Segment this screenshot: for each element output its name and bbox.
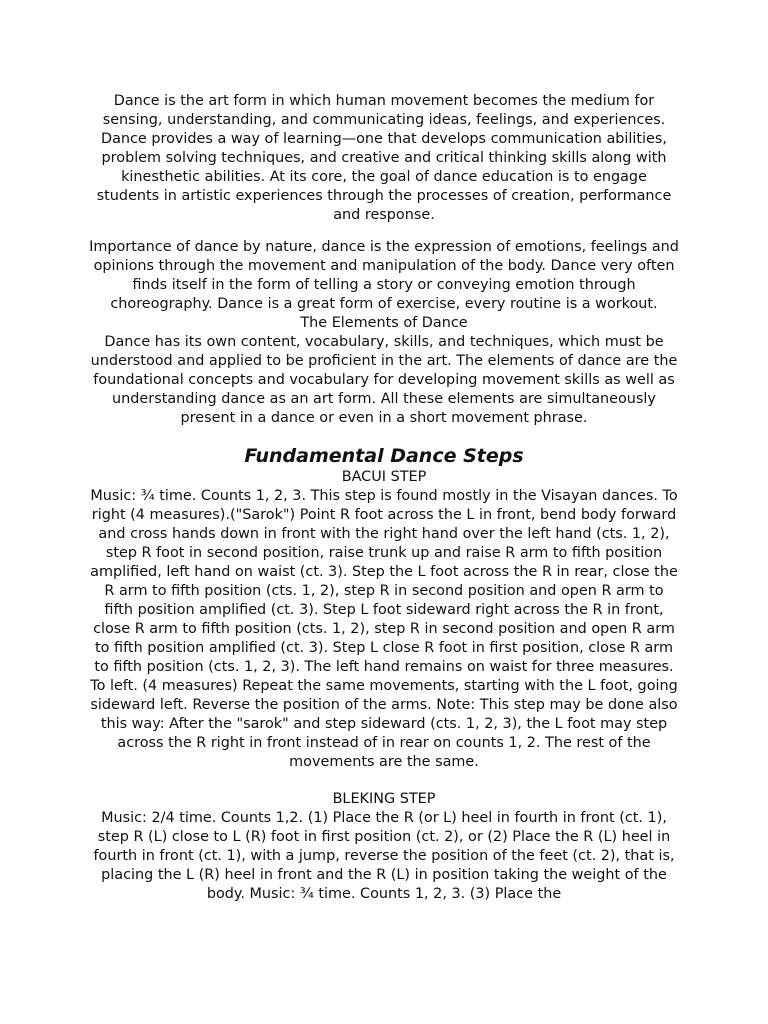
document-page — [88, 92, 680, 904]
step-text-bacui: Music: ¾ time. Counts 1, 2, 3. This step is found mostly in the Visayan dances. To right (4 measures).("Sarok") Point R foot across the L in front, bend body forward and cross hands down in front with the right hand over the left hand (cts. 1, 2), step R foot in second position, raise trunk up and raise R arm to fifth position amplified, left hand on waist (ct. 3). Step the L foot across the R in rear, close the R arm to fifth position (cts. 1, 2), step R in second position and open R arm to fifth position amplified (ct. 3). Step L foot sideward right across the R in front, close R arm to fifth position (cts. 1, 2), step R in second position and open R arm to fifth position amplified (ct. 3). Step L close R foot in first position, close R arm to fifth position (cts. 1, 2, 3). The left hand remains on waist for three measures. To left. (4 measures) Repeat the same movements, starting with the L foot, going sideward left. Reverse the position of the arms. Note: This step may be done also this way: After the "sarok" and step sideward (cts. 1, 2, 3), the L foot may step across the R right in front instead of in rear on counts 1, 2. The rest of the movements are the same. — [90, 488, 678, 770]
elements-paragraph: Dance has its own content, vocabulary, skills, and techniques, which must be understood and applied to be proficient in the art. The elements of dance are the foundational concepts and vocabulary for developing movement skills as well as understanding dance as an art form. All these elements are simultaneously present in a dance or even in a short movement phrase. — [90, 334, 678, 426]
step-title-bacui: BACUI STEP — [341, 469, 427, 485]
intro-paragraph-2: Importance of dance by nature, dance is the expression of emotions, feelings and opinions through the movement and manipulation of the body. Dance very often finds itself in the form of telling a story or conveying emotion through choreography. Dance is a great form of exercise, every routine is a workout. — [89, 239, 679, 312]
step-title-bleking: BLEKING STEP — [332, 791, 436, 807]
fundamental-steps-heading: Fundamental Dance Steps — [244, 445, 524, 467]
step-text-bleking: Music: 2/4 time. Counts 1,2. (1) Place the R (or L) heel in fourth in front (ct. 1), step R (L) close to L (R) foot in first position (ct. 2), or (2) Place the R (L) heel in fourth in front (ct. 1), with a jump, reverse the position of the feet (ct. 2), that is, placing the L (R) heel in front and the R (L) in position taking the weight of the body. Music: ¾ time. Counts 1, 2, 3. (3) Place the — [93, 810, 675, 902]
elements-heading: The Elements of Dance — [300, 315, 468, 331]
intro-paragraph-1: Dance is the art form in which human movement becomes the medium for sensing, understanding, and communicating ideas, feelings, and experiences. Dance provides a way of learning—one that develops communication abilities, problem solving techniques, and creative and critical thinking skills along with kinesthetic abilities. At its core, the goal of dance education is to engage students in artistic experiences through the processes of creation, performance and response. — [96, 93, 672, 223]
